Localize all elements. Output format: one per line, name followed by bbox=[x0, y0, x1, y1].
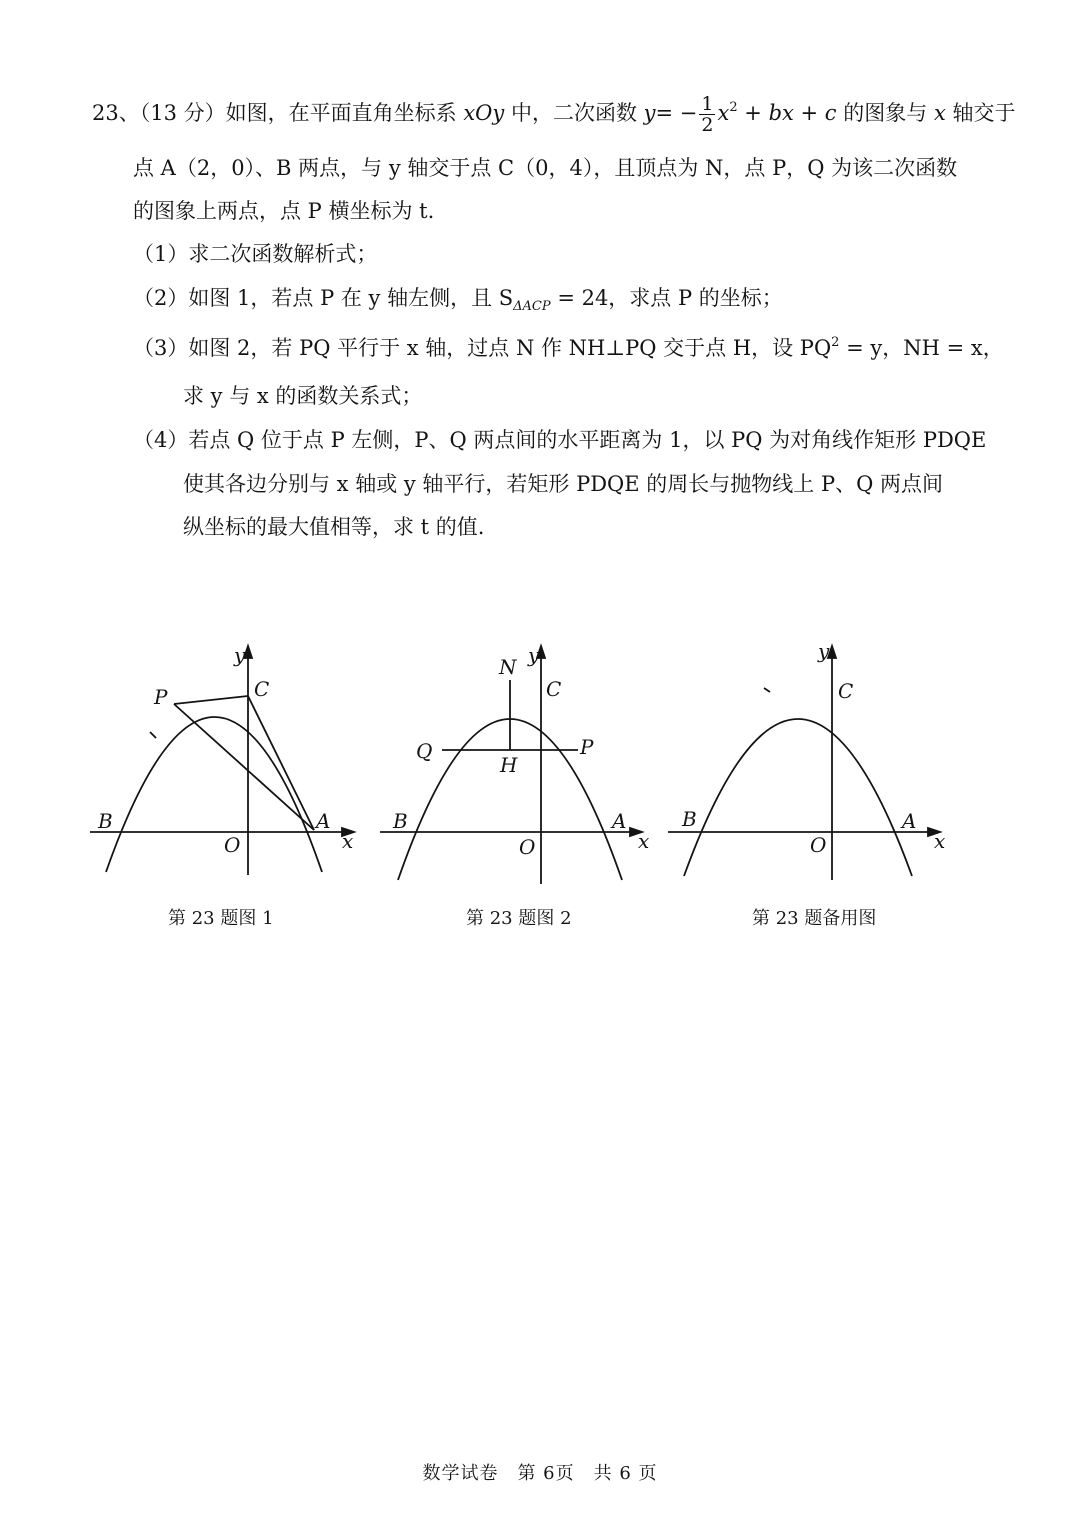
tick-mark bbox=[764, 688, 770, 692]
problem-line-2: 点 A（2，0）、B 两点，与 y 轴交于点 C（0，4），且顶点为 N，点 P，Q 为该二次函数 bbox=[133, 156, 958, 180]
label-n: N bbox=[499, 655, 517, 679]
tick-mark bbox=[150, 732, 156, 738]
label-p: P bbox=[580, 735, 594, 759]
eq-exponent: 2 bbox=[729, 100, 738, 115]
segment-pc bbox=[174, 696, 248, 704]
label-b: B bbox=[393, 809, 408, 833]
question-1: （1）求二次函数解析式； bbox=[133, 242, 378, 266]
var-x: x bbox=[933, 101, 946, 125]
question-4-line-3: 纵坐标的最大值相等，求 t 的值. bbox=[183, 515, 485, 539]
label-b: B bbox=[98, 809, 113, 833]
var-xoy: xOy bbox=[463, 101, 505, 125]
frac-numerator: 1 bbox=[701, 93, 714, 115]
figure-3 bbox=[664, 640, 954, 890]
frac-denominator: 2 bbox=[701, 114, 714, 136]
label-x: x bbox=[342, 829, 354, 853]
label-a: A bbox=[902, 809, 917, 833]
question-3-text: （3）如图 2，若 PQ 平行于 x 轴，过点 N 作 NH⊥PQ 交于点 H，设 PQ bbox=[133, 336, 832, 360]
eq-rest: + bx + c bbox=[744, 101, 837, 125]
figure-2-caption: 第 23 题图 2 bbox=[466, 908, 572, 929]
label-c: C bbox=[546, 677, 562, 701]
pq-square-exponent: 2 bbox=[831, 335, 840, 350]
figure-3-caption: 第 23 题备用图 bbox=[752, 908, 877, 929]
question-2-text: （2）如图 1，若点 P 在 y 轴左侧，且 S bbox=[133, 286, 514, 310]
parabola bbox=[684, 719, 912, 876]
label-o: O bbox=[810, 833, 827, 857]
question-3-line-2: 求 y 与 x 的函数关系式； bbox=[183, 384, 423, 408]
eq-equals: = − bbox=[655, 101, 698, 125]
problem-text: 的图象与 bbox=[843, 101, 928, 125]
problem-text: 中，二次函数 bbox=[510, 101, 637, 125]
question-4-line-1: （4）若点 Q 位于点 P 左侧，P、Q 两点间的水平距离为 1，以 PQ 为对角线作矩形 PDQE bbox=[133, 428, 987, 452]
eq-x: x bbox=[717, 101, 730, 125]
label-y: y bbox=[234, 643, 246, 667]
label-x: x bbox=[934, 829, 946, 853]
label-c: C bbox=[254, 677, 270, 701]
figure-1 bbox=[80, 640, 370, 890]
question-3 bbox=[133, 334, 1004, 362]
question-4-line-2: 使其各边分别与 x 轴或 y 轴平行，若矩形 PDQE 的周长与抛物线上 P、Q 两点间 bbox=[183, 472, 943, 496]
problem-line-3: 的图象上两点，点 P 横坐标为 t. bbox=[133, 199, 435, 223]
question-3-text-end: = y，NH = x， bbox=[839, 336, 1004, 360]
label-y: y bbox=[528, 643, 540, 667]
question-2-text-end: = 24，求点 P 的坐标； bbox=[550, 286, 783, 310]
problem-score: （13 分） bbox=[139, 101, 226, 125]
label-b: B bbox=[682, 807, 697, 831]
question-2 bbox=[133, 284, 783, 312]
eq-y: y bbox=[643, 101, 656, 125]
label-a: A bbox=[316, 809, 331, 833]
figure-1-caption: 第 23 题图 1 bbox=[168, 908, 274, 929]
label-q: Q bbox=[416, 739, 433, 763]
page-footer: 数学试卷 第 6页 共 6 页 bbox=[422, 1463, 658, 1484]
label-x: x bbox=[638, 829, 650, 853]
label-p: P bbox=[154, 685, 168, 709]
problem-number: 23、 bbox=[92, 101, 140, 125]
label-o: O bbox=[519, 835, 536, 859]
label-y: y bbox=[818, 640, 830, 663]
problem-line-1 bbox=[92, 94, 1015, 135]
figure-2 bbox=[376, 640, 666, 890]
area-subscript: ΔACP bbox=[513, 299, 551, 314]
label-o: O bbox=[224, 833, 241, 857]
label-h: H bbox=[500, 753, 518, 777]
segment-ca bbox=[248, 696, 314, 830]
segment-pa bbox=[174, 704, 314, 830]
eq-fraction bbox=[699, 94, 715, 135]
problem-text: 轴交于 bbox=[952, 101, 1016, 125]
label-a: A bbox=[612, 809, 627, 833]
label-c: C bbox=[838, 679, 854, 703]
problem-text: 如图，在平面直角坐标系 bbox=[225, 101, 457, 125]
